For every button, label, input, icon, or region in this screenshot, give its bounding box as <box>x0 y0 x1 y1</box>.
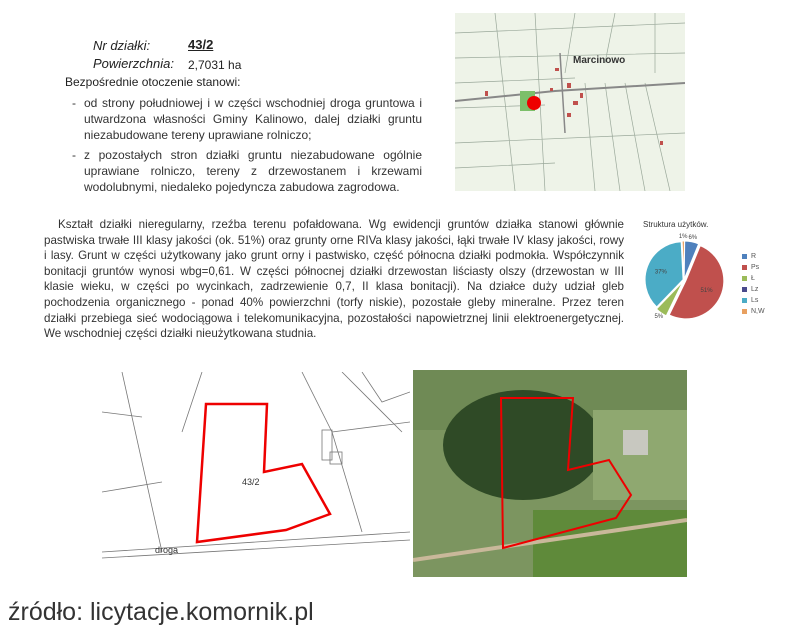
pie-label: 51% <box>700 288 713 295</box>
legend-label: Lz <box>751 286 759 293</box>
list-item: - od strony południowej i w części wschodniej droga gruntowa i utwardzona własności Gminy Kalinowo, dalej działki gruntu niezabudowane tereny uprawiane rolniczo; <box>62 95 422 143</box>
legend-label: N,W <box>751 308 765 315</box>
aerial-photo <box>413 370 687 577</box>
legend-label: Ł <box>751 275 755 282</box>
legend-item <box>742 251 765 262</box>
surroundings-heading: Bezpośrednie otoczenie stanowi: <box>65 75 241 89</box>
chart-title: Struktura użytków. <box>643 220 709 229</box>
location-map <box>455 13 685 191</box>
legend-item <box>742 273 765 284</box>
area-value: 2,7031 ha <box>188 58 242 72</box>
source-caption: źródło: licytacje.komornik.pl <box>8 598 314 626</box>
legend-swatch <box>742 309 747 314</box>
legend-item <box>742 262 765 273</box>
list-item: - z pozostałych stron działki gruntu niezabudowane ogólnie uprawiane rolniczo, tereny z drzewostanem i krzewami wodolubnymi, niedaleko pojedyncza zabudowa zagrodowa. <box>62 147 422 195</box>
legend-swatch <box>742 276 747 281</box>
legend-swatch <box>742 298 747 303</box>
legend-item <box>742 306 765 317</box>
legend-swatch <box>742 254 747 259</box>
surroundings-list <box>62 95 422 199</box>
legend-item <box>742 284 765 295</box>
legend-label: Ps <box>751 264 760 271</box>
parcel-number-label: Nr działki: <box>93 38 151 53</box>
place-label: Marcinowo <box>573 55 626 66</box>
road-label: droga <box>155 545 179 555</box>
legend-label: Ls <box>751 297 759 304</box>
pie-label: 1% <box>678 234 688 241</box>
parcel-number-value: 43/2 <box>188 37 214 52</box>
pie-label: 5% <box>654 314 664 321</box>
pie-chart <box>640 232 740 327</box>
cadastral-map <box>102 372 410 580</box>
area-label: Powierzchnia: <box>93 56 174 71</box>
parcel-label: 43/2 <box>242 477 260 487</box>
pie-label: 37% <box>654 269 667 276</box>
chart-legend <box>742 251 765 317</box>
legend-swatch <box>742 265 747 270</box>
description-paragraph: Kształt działki nieregularny, rzeźba terenu pofałdowana. Wg ewidencji gruntów działka stanowi głównie pastwiska trwałe III klasy jakości (ok. 51%) oraz grunty orne RIVa klasy jakości, łąki trwałe IV klasy jakości, rowy i lasy. Grunt w części użytkowany jako grunt orny i pastwisko, część północna działki podmokła. Współczynnik bonitacji gruntów wynosi wbg=0,61. W części północnej działki drzewostan liściasty olszy (drzewostan w III klasie wieku, w części po wycinkach, zadrzewienie 0,7, II klasa bonitacji). Na działce duży udział gleb pochodzenia organicznego - ponad 40% powierzchni (torfy niskie), pozostałe gleby mineralne. Przez teren działki przebiega sieć wodociągowa i telekomunikacyjna, pozostałości napowietrznej linii elektroenergetycznej. We wschodniej części działki nieużytkowana studnia. <box>44 218 624 341</box>
legend-swatch <box>742 287 747 292</box>
legend-item <box>742 295 765 306</box>
legend-label: R <box>751 253 757 260</box>
pie-label: 6% <box>688 234 698 241</box>
